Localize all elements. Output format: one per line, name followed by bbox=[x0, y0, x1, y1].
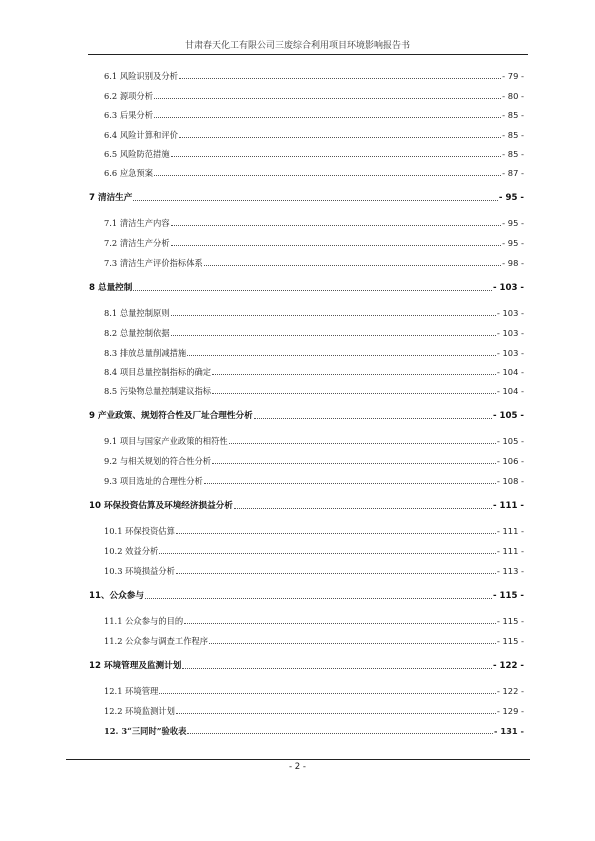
toc-dot-leader bbox=[176, 533, 496, 534]
toc-section-entry[interactable] bbox=[104, 167, 524, 179]
toc-dot-leader bbox=[209, 643, 496, 644]
toc-dot-leader bbox=[171, 156, 502, 157]
toc-entry-page: - 105 - bbox=[492, 411, 524, 421]
page-number: - 2 - bbox=[289, 762, 306, 772]
toc-entry-label: 8.3 排放总量削减措施 bbox=[104, 348, 187, 358]
toc-entry-page: - 131 - bbox=[494, 726, 524, 736]
toc-section-entry[interactable] bbox=[104, 90, 524, 102]
toc-entry-label: 6.5 风险防范措施 bbox=[104, 149, 170, 159]
toc-chapter-entry[interactable] bbox=[89, 500, 524, 512]
toc-entry-label: 9 产业政策、规划符合性及厂址合理性分析 bbox=[89, 411, 253, 421]
toc-dot-leader bbox=[154, 98, 501, 99]
toc-chapter-entry[interactable] bbox=[89, 660, 524, 672]
toc-entry-label: 9.2 与相关规划的符合性分析 bbox=[104, 456, 212, 466]
toc-entry-page: - 85 - bbox=[502, 149, 524, 159]
toc-entry-page: - 111 - bbox=[492, 501, 524, 511]
toc-dot-leader bbox=[254, 418, 492, 419]
toc-entry-page: - 113 - bbox=[496, 566, 524, 576]
toc-section-entry[interactable] bbox=[104, 565, 524, 577]
toc-section-entry[interactable] bbox=[104, 475, 524, 487]
toc-section-entry[interactable] bbox=[104, 129, 524, 141]
toc-section-entry[interactable] bbox=[104, 237, 524, 249]
toc-dot-leader bbox=[154, 175, 501, 176]
toc-section-entry[interactable] bbox=[104, 705, 524, 717]
toc-entry-page: - 98 - bbox=[502, 258, 524, 268]
toc-entry-page: - 103 - bbox=[496, 308, 524, 318]
toc-entry-label: 7.3 清洁生产评价指标体系 bbox=[104, 258, 203, 268]
toc-section-entry[interactable] bbox=[104, 347, 524, 359]
toc-dot-leader bbox=[204, 265, 501, 266]
toc-dot-leader bbox=[212, 374, 496, 375]
toc-entry-label: 6.4 风险计算和评价 bbox=[104, 130, 178, 140]
toc-section-entry[interactable] bbox=[104, 257, 524, 269]
toc-entry-page: - 111 - bbox=[496, 546, 524, 556]
toc-section-entry[interactable] bbox=[104, 455, 524, 467]
toc-entry-page: - 103 - bbox=[496, 328, 524, 338]
toc-entry-page: - 95 - bbox=[502, 218, 524, 228]
toc-chapter-entry[interactable] bbox=[89, 410, 524, 422]
toc-dot-leader bbox=[133, 290, 492, 291]
toc-chapter-entry[interactable] bbox=[89, 282, 524, 294]
toc-dot-leader bbox=[182, 668, 492, 669]
toc-entry-label: 7 清洁生产 bbox=[89, 193, 133, 203]
toc-entry-label: 8.5 污染物总量控制建议指标 bbox=[104, 386, 212, 396]
toc-dot-leader bbox=[176, 713, 496, 714]
toc-section-entry[interactable] bbox=[104, 109, 524, 121]
toc-section-entry[interactable] bbox=[104, 685, 524, 697]
toc-entry-label: 8.4 项目总量控制指标的确定 bbox=[104, 367, 212, 377]
toc-entry-page: - 104 - bbox=[496, 367, 524, 377]
toc-entry-page: - 122 - bbox=[496, 686, 524, 696]
toc-dot-leader bbox=[179, 137, 501, 138]
toc-section-entry[interactable] bbox=[104, 327, 524, 339]
toc-entry-label: 6.2 源项分析 bbox=[104, 91, 154, 101]
toc-section-entry[interactable] bbox=[104, 725, 524, 737]
toc-entry-label: 10.2 效益分析 bbox=[104, 546, 159, 556]
toc-dot-leader bbox=[187, 355, 496, 356]
toc-entry-label: 11.2 公众参与调查工作程序 bbox=[104, 636, 209, 646]
footer-divider bbox=[66, 759, 530, 760]
toc-entry-page: - 103 - bbox=[492, 283, 524, 293]
toc-chapter-entry[interactable] bbox=[89, 192, 524, 204]
toc-entry-label: 9.1 项目与国家产业政策的相符性 bbox=[104, 436, 228, 446]
toc-entry-page: - 87 - bbox=[502, 168, 524, 178]
toc-section-entry[interactable] bbox=[104, 635, 524, 647]
toc-dot-leader bbox=[171, 335, 496, 336]
toc-entry-page: - 85 - bbox=[502, 110, 524, 120]
toc-dot-leader bbox=[176, 573, 496, 574]
toc-entry-label: 11.1 公众参与的目的 bbox=[104, 616, 184, 626]
toc-entry-page: - 105 - bbox=[496, 436, 524, 446]
toc-entry-label: 10 环保投资估算及环境经济损益分析 bbox=[89, 501, 233, 511]
toc-entry-label: 12.2 环境监测计划 bbox=[104, 706, 175, 716]
toc-entry-label: 12 环境管理及监测计划 bbox=[89, 661, 182, 671]
toc-entry-label: 9.3 项目选址的合理性分析 bbox=[104, 476, 203, 486]
toc-entry-label: 6.1 风险识别及分析 bbox=[104, 71, 178, 81]
running-header: 甘肃春天化工有限公司三废综合利用项目环境影响报告书 bbox=[184, 41, 410, 51]
toc-dot-leader bbox=[187, 733, 493, 734]
toc-section-entry[interactable] bbox=[104, 70, 524, 82]
toc-dot-leader bbox=[171, 225, 502, 226]
toc-entry-label: 8 总量控制 bbox=[89, 283, 133, 293]
toc-entry-page: - 104 - bbox=[496, 386, 524, 396]
toc-entry-label: 10.3 环境损益分析 bbox=[104, 566, 175, 576]
toc-entry-label: 11、公众参与 bbox=[89, 591, 144, 601]
toc-chapter-entry[interactable] bbox=[89, 590, 524, 602]
toc-dot-leader bbox=[145, 598, 492, 599]
toc-entry-label: 7.2 清洁生产分析 bbox=[104, 238, 170, 248]
toc-entry-page: - 95 - bbox=[502, 238, 524, 248]
toc-section-entry[interactable] bbox=[104, 385, 524, 397]
toc-entry-label: 8.1 总量控制原则 bbox=[104, 308, 170, 318]
toc-section-entry[interactable] bbox=[104, 435, 524, 447]
toc-entry-page: - 79 - bbox=[502, 71, 524, 81]
toc-dot-leader bbox=[212, 463, 496, 464]
toc-section-entry[interactable] bbox=[104, 148, 524, 160]
toc-dot-leader bbox=[159, 553, 496, 554]
toc-section-entry[interactable] bbox=[104, 545, 524, 557]
toc-entry-page: - 103 - bbox=[496, 348, 524, 358]
toc-dot-leader bbox=[229, 443, 496, 444]
toc-entry-page: - 115 - bbox=[492, 591, 524, 601]
toc-entry-label: 6.3 后果分析 bbox=[104, 110, 154, 120]
toc-dot-leader bbox=[159, 693, 496, 694]
toc-section-entry[interactable] bbox=[104, 307, 524, 319]
toc-dot-leader bbox=[171, 315, 496, 316]
toc-entry-label: 6.6 应急预案 bbox=[104, 168, 154, 178]
toc-entry-label: 12.1 环境管理 bbox=[104, 686, 159, 696]
toc-entry-page: - 115 - bbox=[496, 636, 524, 646]
toc-entry-label: 8.2 总量控制依据 bbox=[104, 328, 170, 338]
toc-entry-page: - 85 - bbox=[502, 130, 524, 140]
toc-entry-label: 12. 3“三同时”验收表 bbox=[104, 726, 187, 736]
toc-entry-page: - 111 - bbox=[496, 526, 524, 536]
toc-entry-page: - 80 - bbox=[502, 91, 524, 101]
toc-entry-page: - 108 - bbox=[496, 476, 524, 486]
toc-dot-leader bbox=[184, 623, 496, 624]
toc-section-entry[interactable] bbox=[104, 217, 524, 229]
toc-entry-page: - 129 - bbox=[496, 706, 524, 716]
toc-dot-leader bbox=[234, 508, 492, 509]
toc-dot-leader bbox=[204, 483, 496, 484]
toc-section-entry[interactable] bbox=[104, 525, 524, 537]
toc-dot-leader bbox=[133, 200, 498, 201]
toc-entry-label: 7.1 清洁生产内容 bbox=[104, 218, 170, 228]
toc-dot-leader bbox=[179, 78, 501, 79]
toc-dot-leader bbox=[212, 393, 496, 394]
toc-dot-leader bbox=[154, 117, 501, 118]
toc-entry-label: 10.1 环保投资估算 bbox=[104, 526, 175, 536]
toc-entry-page: - 106 - bbox=[496, 456, 524, 466]
toc-section-entry[interactable] bbox=[104, 615, 524, 627]
toc-entry-page: - 122 - bbox=[492, 661, 524, 671]
toc-entry-page: - 115 - bbox=[496, 616, 524, 626]
toc-dot-leader bbox=[171, 245, 502, 246]
toc-section-entry[interactable] bbox=[104, 366, 524, 378]
toc-entry-page: - 95 - bbox=[498, 193, 524, 203]
